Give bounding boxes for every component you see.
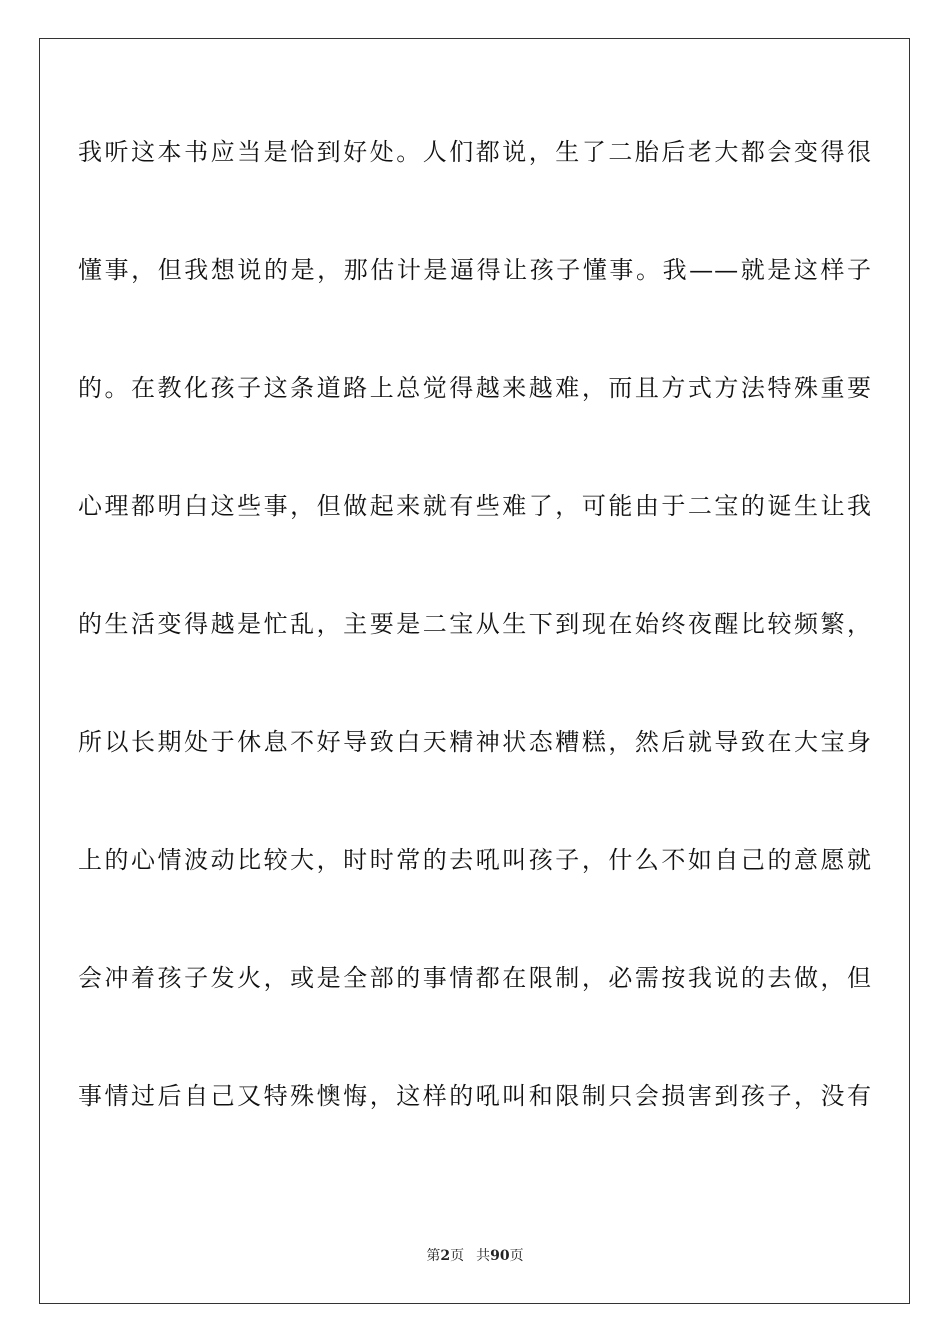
text-line: 会冲着孩子发火，或是全部的事情都在限制，必需按我说的去做，但 [78, 964, 872, 992]
page-footer [0, 1247, 950, 1265]
page-number: 2 [440, 1248, 451, 1264]
total-prefix: 共 [476, 1248, 491, 1264]
text-line: 的。在教化孩子这条道路上总觉得越来越难，而且方式方法特殊重要 [78, 374, 872, 402]
total-pages: 90 [490, 1248, 510, 1264]
total-suffix: 页 [509, 1248, 524, 1264]
text-line: 我听这本书应当是恰到好处。人们都说，生了二胎后老大都会变得很 [78, 138, 872, 166]
page-suffix: 页 [450, 1248, 465, 1264]
text-line: 心理都明白这些事，但做起来就有些难了，可能由于二宝的诞生让我 [78, 492, 872, 520]
page-prefix: 第 [426, 1248, 441, 1264]
text-line: 上的心情波动比较大，时时常的去吼叫孩子，什么不如自己的意愿就 [78, 846, 872, 874]
text-line: 事情过后自己又特殊懊悔，这样的吼叫和限制只会损害到孩子，没有 [78, 1082, 872, 1110]
text-line: 的生活变得越是忙乱，主要是二宝从生下到现在始终夜醒比较频繁， [78, 610, 872, 638]
page-border [39, 38, 910, 1304]
text-line: 懂事，但我想说的是，那估计是逼得让孩子懂事。我——就是这样子 [78, 256, 872, 284]
text-line: 所以长期处于休息不好导致白天精神状态糟糕，然后就导致在大宝身 [78, 728, 872, 756]
